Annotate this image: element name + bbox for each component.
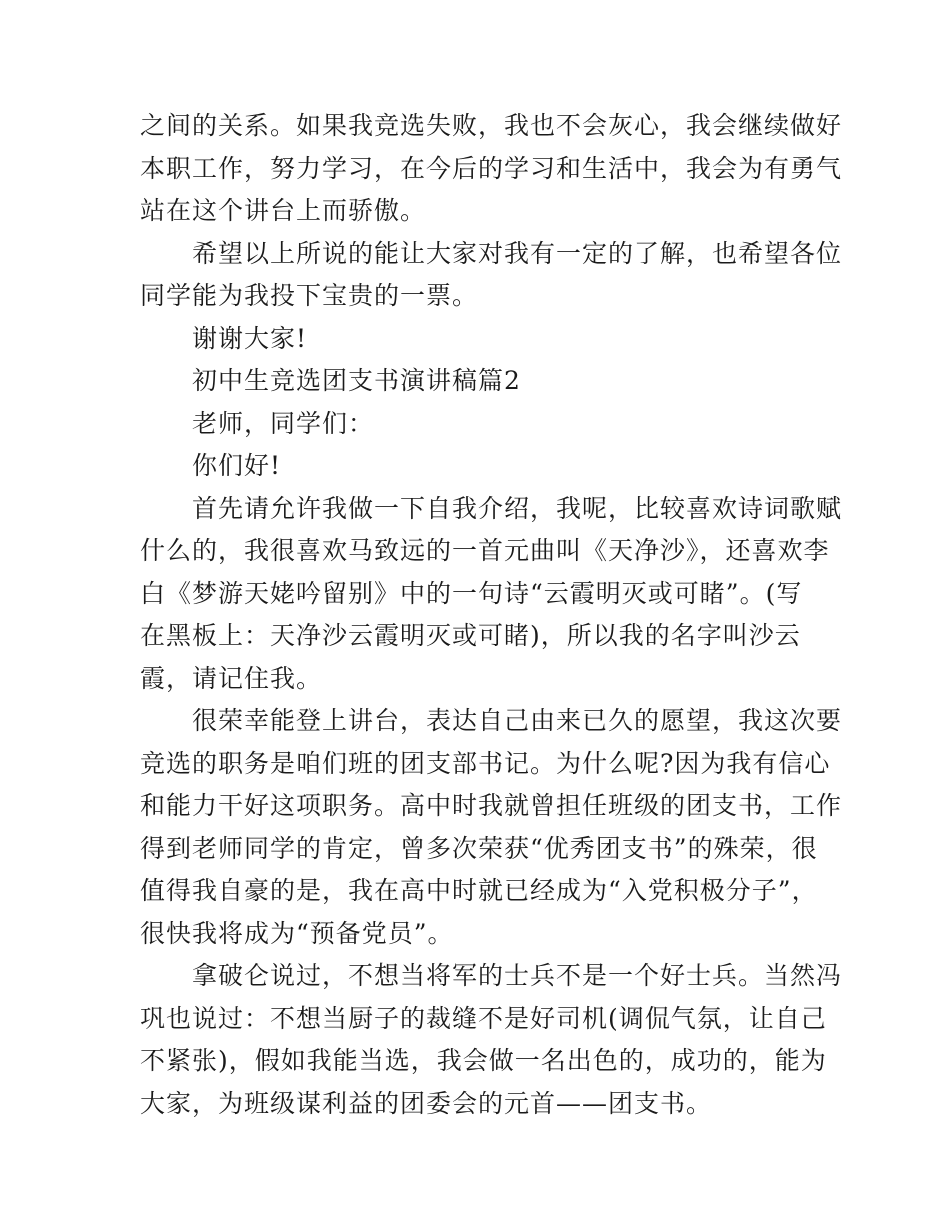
text-line: 白《梦游天姥吟留别》中的一句诗“云霞明灭或可睹”。(写 <box>140 578 803 608</box>
text-line: 站在这个讲台上而骄傲。 <box>140 196 427 225</box>
text-line: 很快我将成为“预备党员”。 <box>140 918 454 948</box>
text-line: 什么的，我很喜欢马致远的一首元曲叫《天净沙》，还喜欢李 <box>140 536 830 565</box>
text-line: 很荣幸能登上讲台，表达自己由来已久的愿望，我这次要 <box>192 706 843 735</box>
text-line: 同学能为我投下宝贵的一票。 <box>140 281 479 310</box>
greeting: 你们好! <box>192 451 282 480</box>
text-line: 竞选的职务是咱们班的团支部书记。为什么呢?因为我有信心 <box>140 748 831 778</box>
text-line: 之间的关系。如果我竞选失败，我也不会灰心，我会继续做好 <box>140 111 843 140</box>
text-line: 拿破仑说过，不想当将军的士兵不是一个好士兵。当然冯 <box>192 961 843 990</box>
section-heading: 初中生竞选团支书演讲稿篇2 <box>192 366 521 395</box>
text-line: 不紧张)，假如我能当选，我会做一名出色的，成功的，能为 <box>140 1046 827 1075</box>
text-line: 大家，为班级谋利益的团委会的元首——团支书。 <box>140 1088 713 1118</box>
text-line: 得到老师同学的肯定，曾多次荣获“优秀团支书”的殊荣，很 <box>140 833 818 863</box>
text-line: 本职工作，努力学习，在今后的学习和生活中，我会为有勇气 <box>140 153 843 183</box>
text-line: 希望以上所说的能让大家对我有一定的了解，也希望各位 <box>192 238 843 268</box>
salutation: 老师，同学们： <box>192 408 375 438</box>
text-line: 在黑板上：天净沙云霞明灭或可睹)，所以我的名字叫沙云 <box>140 621 801 650</box>
speech-text-body <box>140 105 843 1125</box>
text-line: 谢谢大家! <box>192 323 308 353</box>
text-line: 首先请允许我做一下自我介绍，我呢，比较喜欢诗词歌赋 <box>192 493 843 523</box>
text-line: 霞，请记住我。 <box>140 663 323 693</box>
text-line: 值得我自豪的是，我在高中时就已经成为“入党积极分子”， <box>140 876 818 905</box>
text-line: 巩也说过：不想当厨子的裁缝不是好司机(调侃气氛，让自己 <box>140 1003 827 1033</box>
text-line: 和能力干好这项职务。高中时我就曾担任班级的团支书，工作 <box>140 791 843 820</box>
